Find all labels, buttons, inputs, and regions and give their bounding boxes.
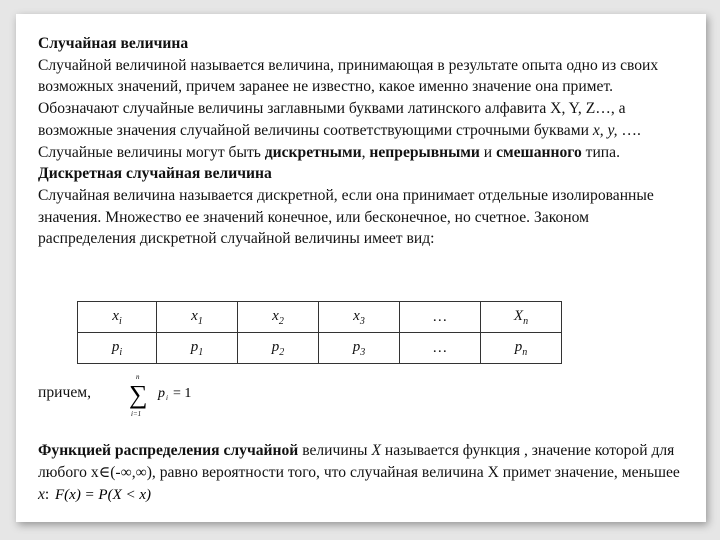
sum-term: p <box>158 386 165 401</box>
cell-symbol: … <box>433 339 447 356</box>
type-continuous: непрерывными <box>369 143 480 161</box>
table-cell <box>400 333 481 364</box>
table-cell <box>238 333 319 364</box>
cell-subscript: i <box>119 346 123 358</box>
cell-symbol: p <box>352 338 361 355</box>
cell-symbol: x <box>353 307 360 324</box>
types-comma: , <box>361 143 370 161</box>
table-cell <box>319 302 400 333</box>
cell-symbol: p <box>271 338 280 355</box>
heading-discrete: Дискретная случайная величина <box>38 165 272 183</box>
type-mixed: смешанного <box>496 143 582 161</box>
types-and: и <box>479 143 497 161</box>
distribution-text-1: величины <box>298 442 372 459</box>
variable-letters: x, y, <box>592 121 618 139</box>
cell-subscript: 1 <box>197 315 203 327</box>
cell-subscript: n <box>522 346 528 358</box>
cell-symbol: x <box>272 307 279 324</box>
cell-subscript: 2 <box>278 315 284 327</box>
cell-symbol: X <box>513 307 524 324</box>
type-discrete: дискретными <box>264 143 362 161</box>
sum-rhs: = 1 <box>173 386 192 401</box>
sum-lower-limit: i=1 <box>131 410 142 418</box>
cell-symbol: p <box>111 338 120 355</box>
table-cell <box>319 333 400 364</box>
paragraph-definition <box>38 55 690 142</box>
sum-upper-limit: n <box>136 373 140 381</box>
cell-symbol: p <box>514 338 523 355</box>
variable-X: X <box>371 442 381 459</box>
table-cell <box>400 302 481 333</box>
sum-sigma: ∑ <box>129 380 148 409</box>
cell-subscript: n <box>523 315 529 327</box>
cell-subscript: 1 <box>198 346 204 358</box>
cell-subscript: 3 <box>360 346 366 358</box>
cell-subscript: 3 <box>359 315 365 327</box>
cell-subscript: i <box>118 315 122 327</box>
definition-text: Случайной величиной называется величина, принимающая в результате опыта одно из своих возможных значений, причем заранее не известно, какое именно значение она примет. Обозначают случайные величины заглавными буквами латинского алфавита X, Y, Z…, а возможные значения случайной величины соответствующими строчными буквами <box>38 56 659 139</box>
table-row <box>78 302 562 333</box>
ellipsis-text: …. <box>617 121 641 139</box>
table-cell <box>157 302 238 333</box>
variable-x: x <box>38 486 45 504</box>
colon: : <box>44 486 50 504</box>
heading-random-variable: Случайная величина <box>38 35 189 52</box>
cell-subscript: 2 <box>279 346 285 358</box>
cell-symbol: p <box>190 338 199 355</box>
distribution-function-formula <box>53 483 171 505</box>
table-cell <box>78 302 157 333</box>
cell-symbol: … <box>433 308 447 325</box>
cell-symbol: x <box>191 307 198 324</box>
table-cell <box>481 333 562 364</box>
table-cell <box>78 333 157 364</box>
paragraph-discrete-definition: Случайная величина называется дискретной, если она принимает отдельные изолированные значения. Множество ее значений конечное, или бесконечное, но счетное. Законом распределения дискретной случайной величины имеет вид: <box>38 186 654 248</box>
paragraph-distribution-function <box>38 440 690 506</box>
slide <box>16 14 706 522</box>
paragraph-types <box>38 142 690 164</box>
table-cell <box>481 302 562 333</box>
table-cell <box>157 333 238 364</box>
prichem-label: причем, <box>38 384 92 401</box>
fx-formula-text: F(x) = P(X < x) <box>55 487 152 504</box>
table-row <box>78 333 562 364</box>
sum-term-sub: i <box>166 394 168 402</box>
table-cell <box>238 302 319 333</box>
types-intro: Случайные величины могут быть <box>38 143 265 161</box>
distribution-text-2: называется функция , значение которой для любого x∈(-∞,∞), равно вероятности того, что случайная величина X примет значение, меньшее <box>38 442 680 481</box>
distribution-function-bold: Функцией распределения случайной <box>38 442 299 459</box>
distribution-table <box>77 301 562 364</box>
text-block <box>38 33 690 250</box>
sum-formula <box>120 370 200 420</box>
cell-symbol: x <box>112 307 119 324</box>
types-end: типа. <box>581 143 620 161</box>
